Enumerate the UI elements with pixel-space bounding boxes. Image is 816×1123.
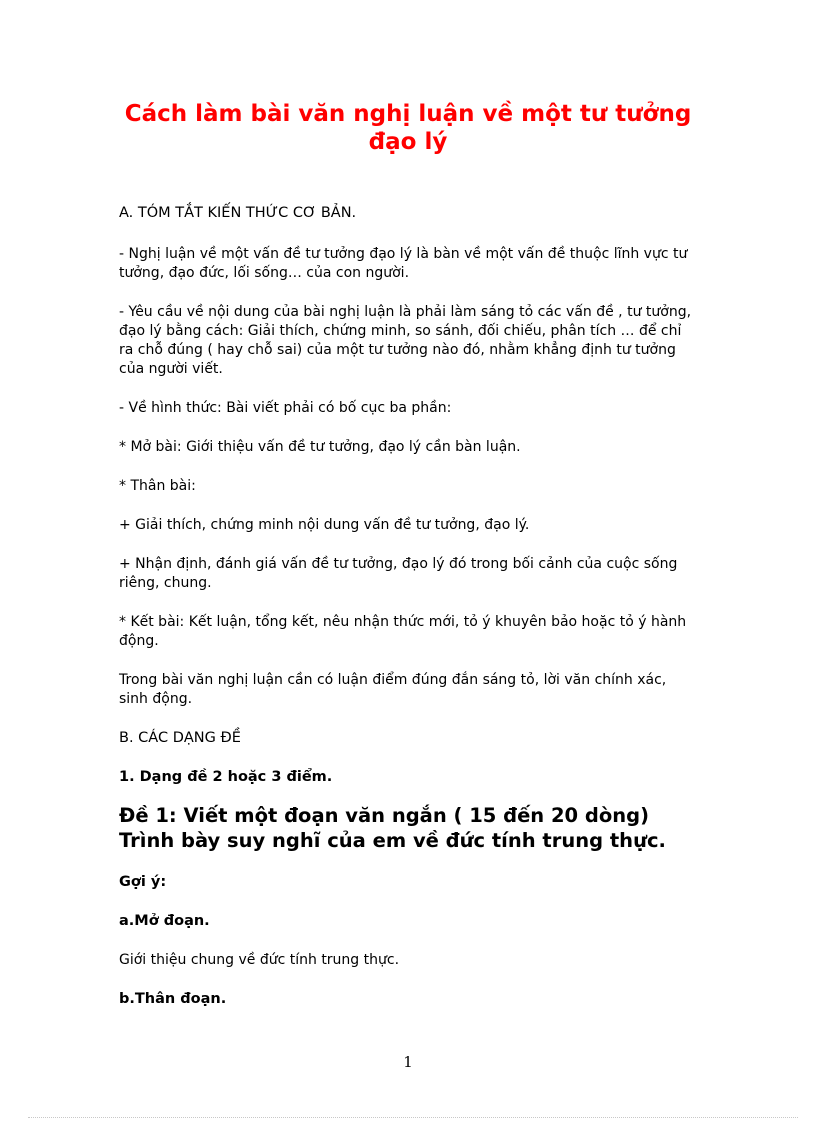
- paragraph-form: - Về hình thức: Bài viết phải có bố cục ba phần:: [119, 400, 452, 416]
- paragraph-definition: - Nghị luận về một vấn đề tư tưởng đạo lý là bàn về một vấn đề thuộc lĩnh vực tư tưởng, đạo đức, lối sống… của con người.: [119, 246, 688, 281]
- section-a-heading: A. TÓM TẮT KIẾN THỨC CƠ BẢN.: [119, 205, 357, 221]
- part-b-label: b.Thân đoạn.: [119, 991, 227, 1007]
- section-b-heading: B. CÁC DẠNG ĐỀ: [119, 730, 241, 746]
- part-a-label: a.Mở đoạn.: [119, 913, 210, 929]
- document-title: Cách làm bài văn nghị luận về một tư tưởng đạo lý: [124, 101, 692, 155]
- document-body: [119, 204, 699, 1009]
- paragraph-body: * Thân bài:: [119, 478, 196, 494]
- hint-label: Gợi ý:: [119, 874, 167, 890]
- paragraph-conclusion: * Kết bài: Kết luận, tổng kết, nêu nhận thức mới, tỏ ý khuyên bảo hoặc tỏ ý hành động.: [119, 614, 687, 649]
- page-number: 1: [403, 1053, 413, 1071]
- page-bottom-border: [28, 1117, 798, 1118]
- paragraph-opening: * Mở bài: Giới thiệu vấn đề tư tưởng, đạo lý cần bàn luận.: [119, 439, 521, 455]
- paragraph-explain: + Giải thích, chứng minh nội dung vấn đề tư tưởng, đạo lý.: [119, 517, 530, 533]
- section-b-subheading: 1. Dạng đề 2 hoặc 3 điểm.: [119, 769, 333, 785]
- part-a-text: Giới thiệu chung về đức tính trung thực.: [119, 952, 400, 968]
- paragraph-evaluate: + Nhận định, đánh giá vấn đề tư tưởng, đạo lý đó trong bối cảnh của cuộc sống riêng, chung.: [119, 556, 678, 591]
- paragraph-content-requirement: - Yêu cầu về nội dung của bài nghị luận là phải làm sáng tỏ các vấn đề , tư tưởng, đạo lý bằng cách: Giải thích, chứng minh, so sánh, đối chiếu, phân tích … để chỉ ra chỗ đúng ( hay chỗ sai) của một tư tưởng nào đó, nhằm khẳng định tư tưởng của người viết.: [119, 304, 692, 377]
- exercise-title: Đề 1: Viết một đoạn văn ngắn ( 15 đến 20 dòng) Trình bày suy nghĩ của em về đức tính trung thực.: [119, 804, 666, 852]
- paragraph-summary: Trong bài văn nghị luận cần có luận điểm đúng đắn sáng tỏ, lời văn chính xác, sinh động.: [119, 672, 667, 707]
